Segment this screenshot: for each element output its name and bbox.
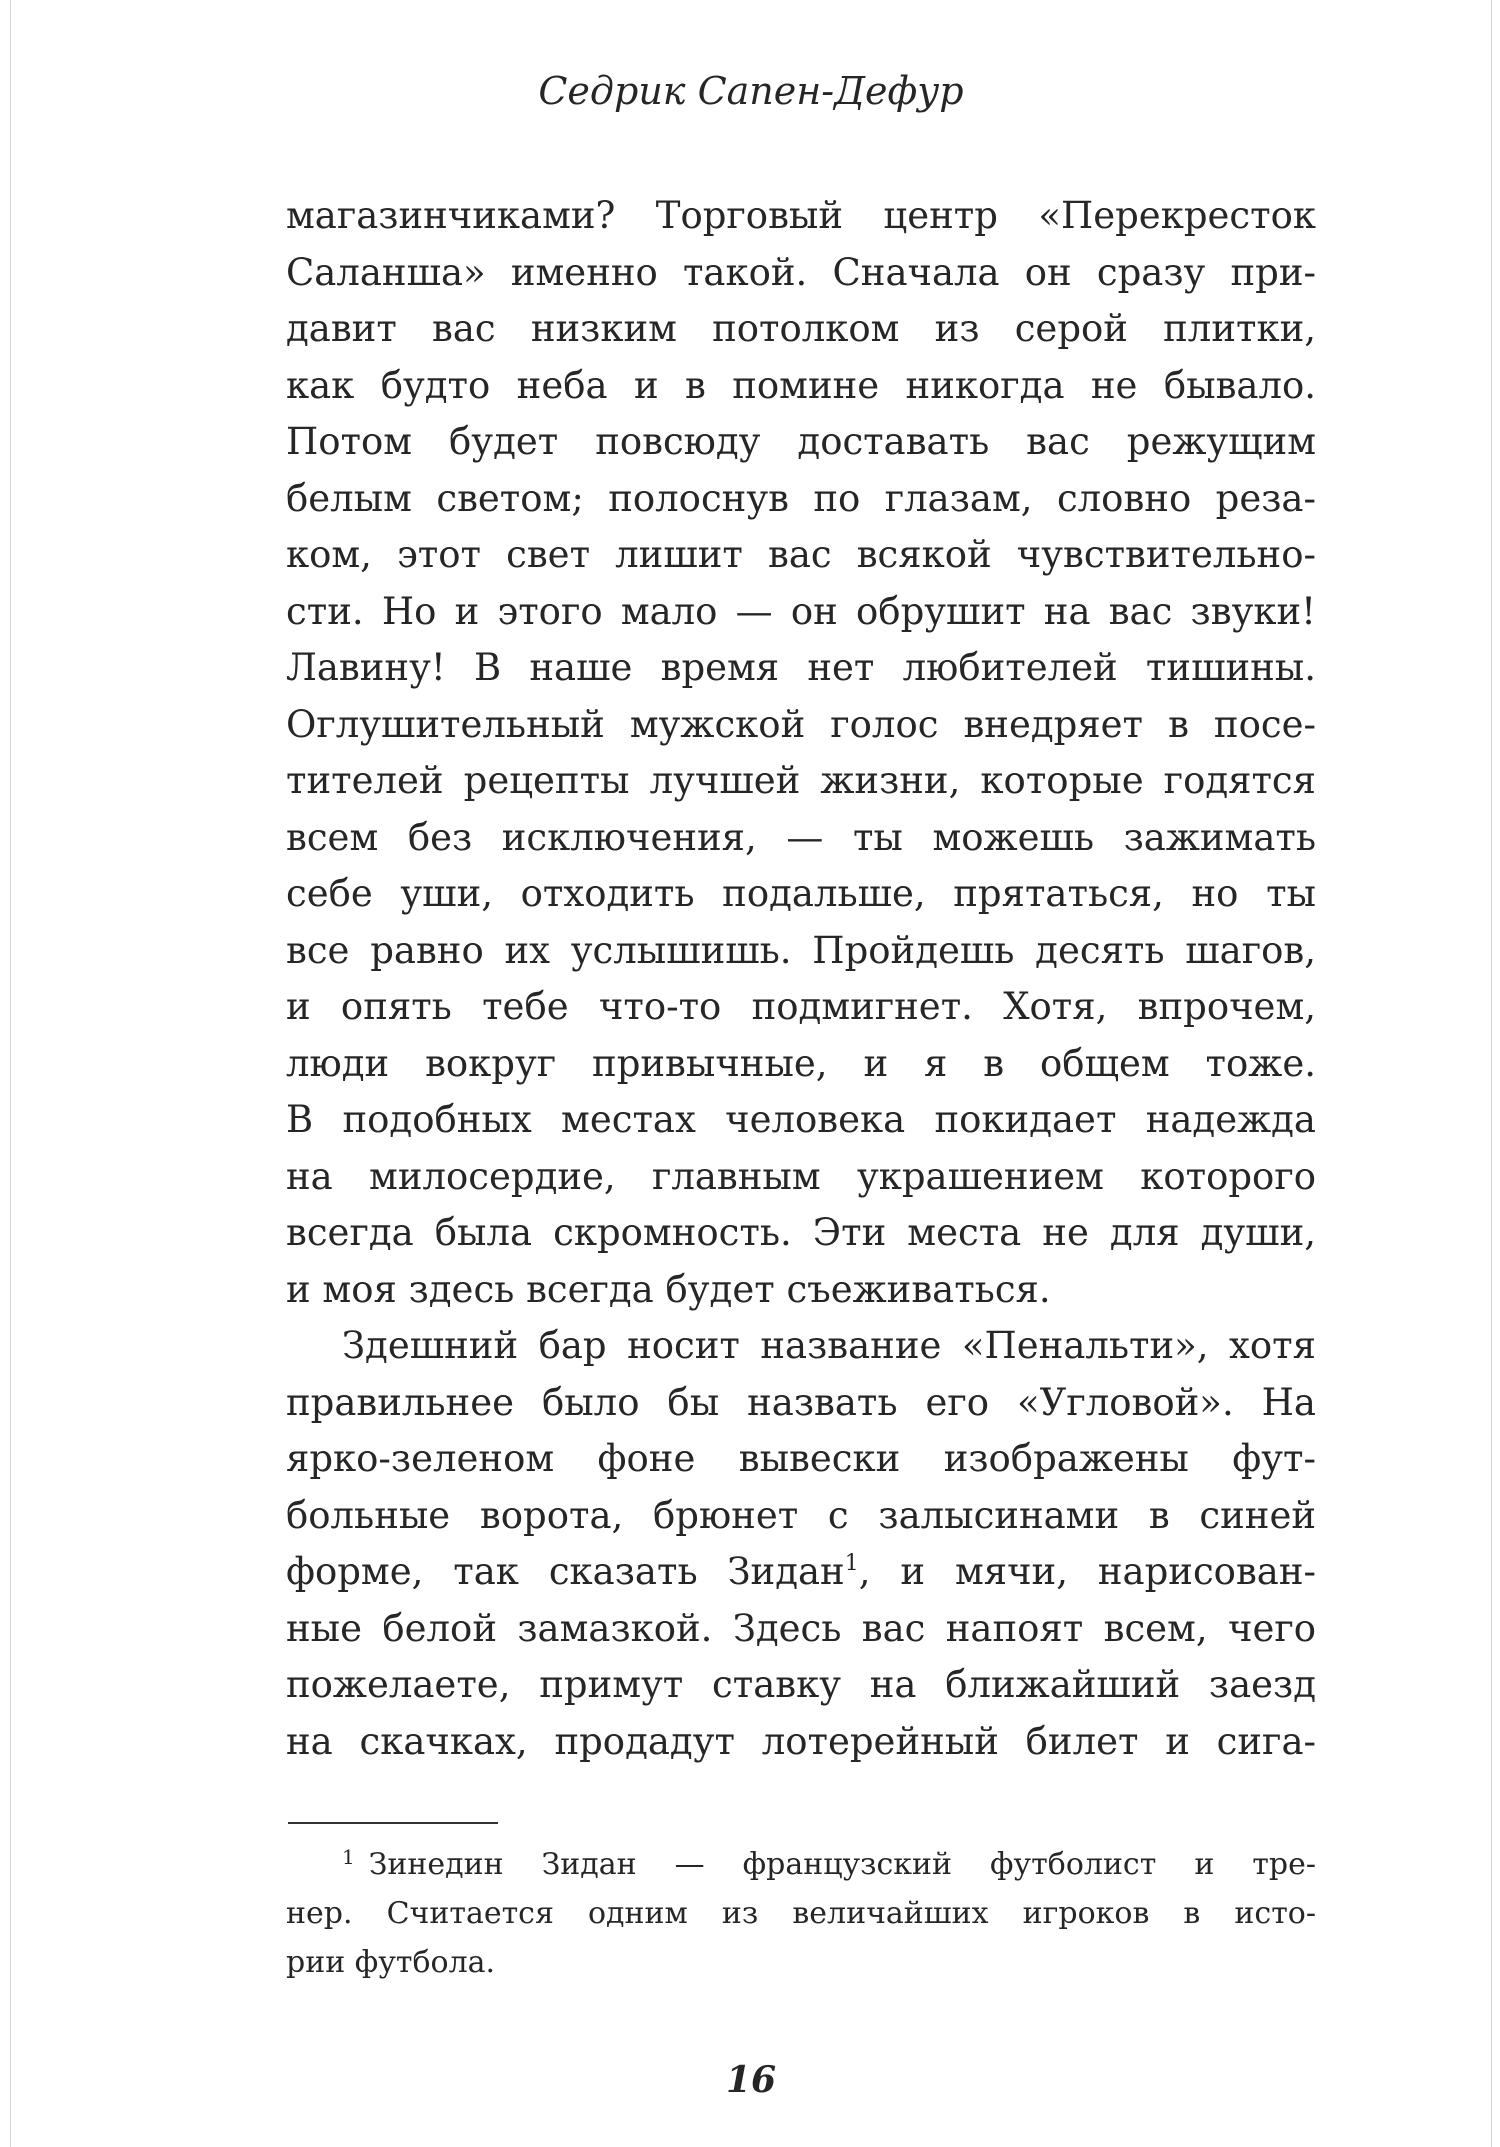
text-line: тителей рецепты лучшей жизни, которые годятся xyxy=(286,759,1316,802)
footnote-mark: 1 xyxy=(342,1845,355,1869)
text-line: сти. Но и этого мало — он обрушит на вас звуки! xyxy=(286,589,1316,633)
text-line: ком, этот свет лишит вас всякой чувствительно- xyxy=(286,533,1316,576)
paragraph xyxy=(286,1318,1316,1770)
text-line: на милосердие, главным украшением которого xyxy=(286,1154,1316,1198)
text-line: давит вас низким потолком из серой плитки, xyxy=(286,307,1316,350)
text-line: ные белой замазкой. Здесь вас напоят всем, чего xyxy=(286,1606,1316,1650)
text-segment: форме, так сказать Зидан xyxy=(286,1550,845,1593)
text-line: всем без исключения, — ты можешь зажимать xyxy=(286,815,1316,859)
footnote xyxy=(286,1840,1316,1987)
text-line: люди вокруг привычные, и я в общем тоже. xyxy=(286,1041,1316,1085)
text-line: Лавину! В наше время нет любителей тишины. xyxy=(286,646,1316,689)
text-line: и опять тебе что-то подмигнет. Хотя, впрочем, xyxy=(286,985,1316,1028)
footnote-line xyxy=(286,1840,1316,1889)
text-line xyxy=(286,1544,1316,1601)
footnote-divider xyxy=(288,1822,498,1824)
text-line: как будто неба и в помине никогда не бывало. xyxy=(286,363,1316,407)
footnote-text: Зинедин Зидан — французский футболист и тре- xyxy=(368,1847,1316,1882)
footnote-line: нер. Считается одним из величайших игроков в исто- xyxy=(286,1896,1316,1931)
text-line: магазинчиками? Торговый центр «Перекресток xyxy=(286,194,1316,237)
book-page xyxy=(10,0,1492,2147)
text-line: пожелаете, примут ставку на ближайший заезд xyxy=(286,1663,1316,1706)
page-number: 16 xyxy=(725,2059,777,2101)
footnote-line: рии футбола. xyxy=(286,1945,496,1980)
text-segment: , и мячи, нарисован- xyxy=(858,1550,1316,1593)
text-line: белым светом; полоснув по глазам, словно реза- xyxy=(286,476,1316,520)
running-head: Седрик Сапен-Дефур xyxy=(538,69,964,113)
text-line: Оглушительный мужской голос внедряет в посе- xyxy=(286,702,1316,746)
text-line: все равно их услышишь. Пройдешь десять шагов, xyxy=(286,928,1316,972)
footnote-reference[interactable]: 1 xyxy=(844,1551,859,1576)
text-line: Потом будет повсюду доставать вас режущим xyxy=(286,420,1316,463)
text-line: Саланша» именно такой. Сначала он сразу при- xyxy=(286,250,1316,294)
text-line: больные ворота, брюнет с залысинами в синей xyxy=(286,1493,1316,1537)
text-line: Здешний бар носит название «Пенальти», хотя xyxy=(342,1324,1316,1367)
paragraph xyxy=(286,188,1316,1318)
text-line: В подобных местах человека покидает надежда xyxy=(286,1098,1316,1141)
text-line: ярко-зеленом фоне вывески изображены фут- xyxy=(286,1437,1316,1480)
text-line: правильнее было бы назвать его «Угловой». На xyxy=(286,1380,1316,1424)
text-line: себе уши, отходить подальше, прятаться, но ты xyxy=(286,872,1316,915)
body-text xyxy=(286,188,1316,1770)
text-line: всегда была скромность. Эти места не для души, xyxy=(286,1211,1316,1254)
text-line: и моя здесь всегда будет съеживаться. xyxy=(286,1267,1051,1311)
text-line: на скачках, продадут лотерейный билет и сига- xyxy=(286,1719,1316,1763)
